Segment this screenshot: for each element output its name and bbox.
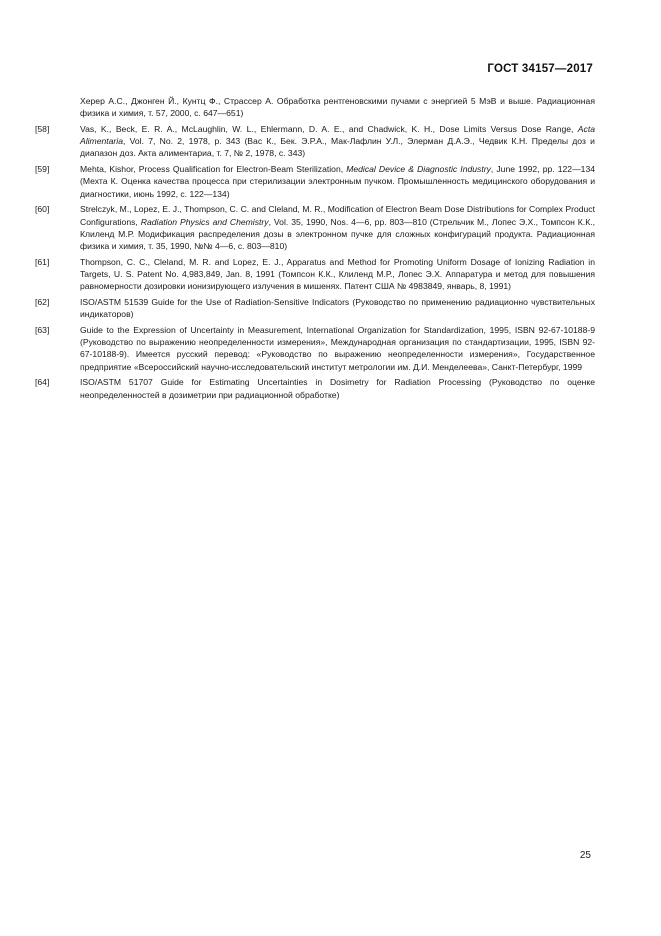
reference-text: [80, 376, 595, 400]
reference-text: [80, 324, 595, 373]
reference-number: [60]: [35, 204, 50, 215]
reference-64: [35, 376, 595, 400]
text-segment: , June 1992, pp. 122—134 (Мехта К. Оценка качества процесса при стерилизации электронным пучком. Промышленность медицинского оборудования и диагностики, июнь 1992, с. 122—134): [80, 164, 596, 199]
reference-63: [35, 324, 595, 373]
text-segment: Strelczyk, M., Lopez, E. J., Thompson, C. C. and Cleland, M. R., Modification of Electron Beam Dose Distributions for Complex Product Configurations,: [80, 204, 595, 227]
text-segment: ISO/ASTM 51707 Guide for Estimating Uncertainties in Dosimetry for Radiation Processing (Руководство по оценке неопределенностей в дозиметрии при радиационной обработке): [80, 377, 595, 400]
reference-62: [35, 296, 595, 320]
reference-number: [64]: [35, 377, 50, 388]
reference-text: [80, 256, 595, 293]
reference-60: [35, 203, 595, 252]
reference-61: [35, 256, 595, 293]
reference-text: [80, 123, 595, 160]
text-segment: ISO/ASTM 51539 Guide for the Use of Radiation-Sensitive Indicators (Руководство по применению радиационно чувствительных индикаторов): [80, 297, 595, 320]
journal-title: Medical Device & Diagnostic Industry: [346, 164, 491, 175]
journal-title: Radiation Physics and Chemistry: [140, 216, 269, 227]
text-segment: Mehta, Kishor, Process Qualification for Electron-Beam Sterilization,: [80, 164, 347, 175]
reference-text: [80, 95, 595, 119]
reference-number: [63]: [35, 325, 50, 336]
text-segment: , Vol. 7, No. 2, 1978, p. 343 (Вас К., Бек. Э.Р.А., Мак-Лафлин У.Л., Элерман Д.А.Э., Чедвик К.Н. Пределы доз и диапазон доз. Акта алиментариа, т. 7, № 2, 1978, с. 343): [80, 136, 595, 159]
bibliography-list: [35, 95, 595, 404]
text-segment: Vas, K., Beck, E. R. A., McLaughlin, W. L., Ehlermann, D. A. E., and Chadwick, K. H., Dose Limits Versus Dose Range,: [80, 124, 578, 134]
page-number: 25: [579, 850, 591, 861]
reference-text: [80, 203, 595, 252]
text-segment: Thompson, C. C., Cleland, M. R. and Lopez, E. J., Apparatus and Method for Promoting Uniform Dosage of Ionizing Radiation in Targets, U. S. Patent No. 4,983,849, Jan. 8, 1991 (Томпсон К.К., Клиленд М.Р., Лопес Э.Х. Аппаратура и метод для повышения равномерности дозировки ионизирующего излучения в мишенях. Патент США № 4983849, январь, 8, 1991): [80, 256, 595, 292]
reference-text: [80, 163, 595, 200]
journal-title: Acta Alimentaria: [80, 124, 595, 147]
reference-number: [62]: [35, 297, 50, 308]
text-segment: Guide to the Expression of Uncertainty in Measurement, International Organization for Standardization, 1995, ISBN 92-67-10188-9 (Руководство по выражению неопределенности измерения», Международная организация по стандартизации, 1995, ISBN 92-67-10188-9). Имеется русский перевод: «Руководство по выражению неопределенности измерения», Государственное предприятие «Всероссийский научно-исследовательский институт метрологии им. Д.И. Менделеева», Санкт-Петербург, 1999: [80, 325, 595, 372]
text-segment: , Vol. 35, 1990, Nos. 4—6, pp. 803—810 (Стрельчик М., Лопес Э.Х., Томпсон К.К., Клиленд М.Р. Модификация распределения дозы в электронном пучке для сложных конфигураций продукта. Радиационная физика и химия, т. 35, 1990, №№ 4—6, с. 803—810): [80, 216, 595, 252]
reference-text: [80, 296, 595, 320]
reference-59: [35, 163, 595, 200]
reference-number: [59]: [35, 164, 50, 175]
standard-designation: ГОСТ 34157—2017: [487, 63, 593, 75]
reference-number: [58]: [35, 124, 50, 134]
reference-57-continuation: [35, 95, 595, 119]
text-segment: Херер А.С., Джонген Й., Кунтц Ф., Страссер А. Обработка рентгеновскими пучами с энергией 5 МэВ и выше. Радиационная физика и химия, т. 57, 2000, с. 647—651): [80, 96, 595, 119]
reference-58: [35, 123, 595, 160]
reference-number: [61]: [35, 256, 50, 267]
reference-number: [35, 95, 80, 119]
